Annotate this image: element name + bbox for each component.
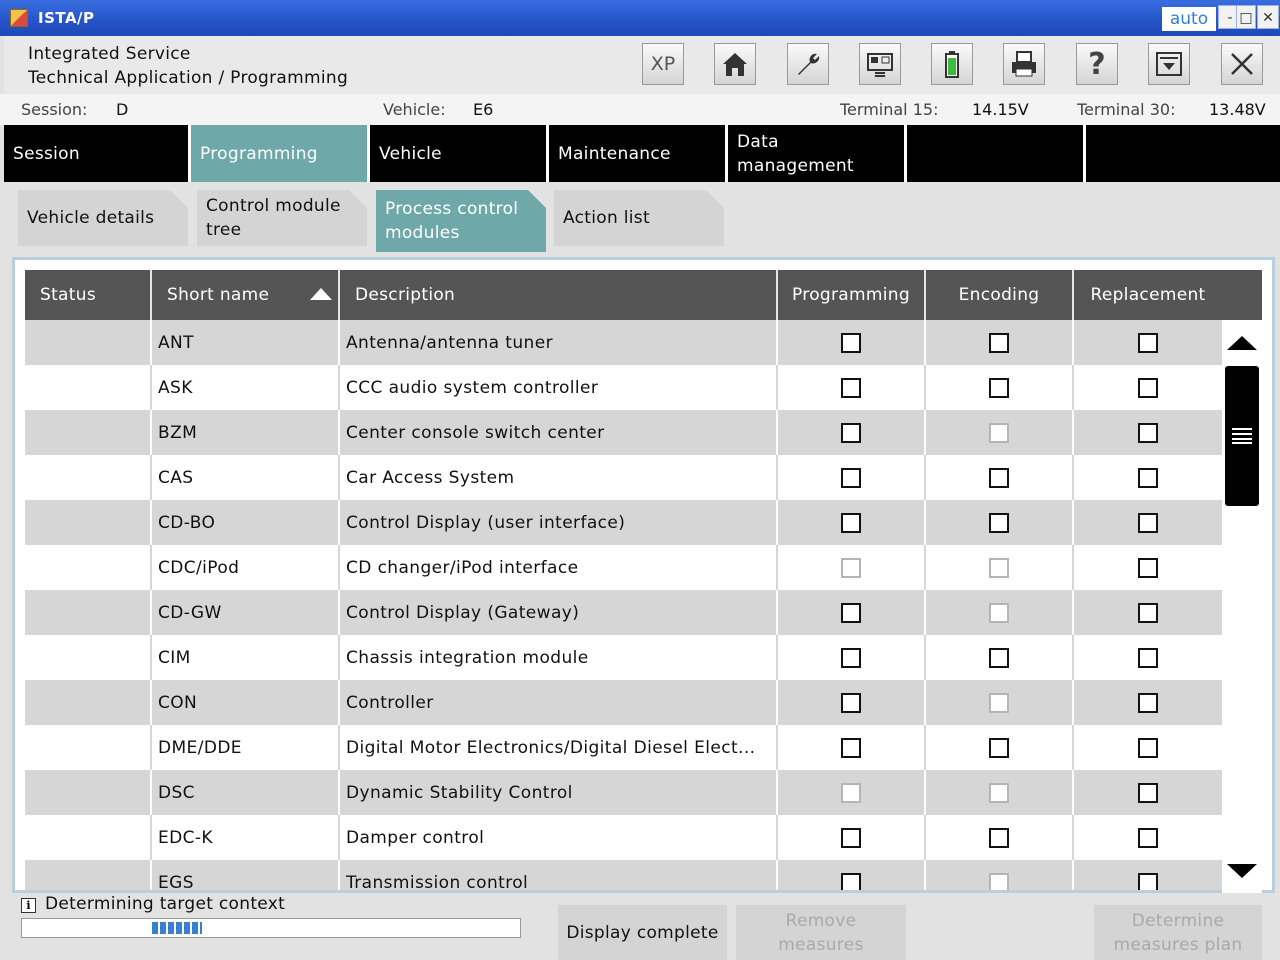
session-value: D	[116, 100, 129, 119]
cell-short-name: BZM	[152, 410, 340, 455]
cell-status	[25, 860, 152, 890]
subtab-action-list-label: Action list	[563, 208, 650, 228]
encoding-checkbox[interactable]	[989, 828, 1009, 848]
programming-checkbox[interactable]	[841, 828, 861, 848]
print-icon	[1009, 49, 1039, 79]
table-row[interactable]	[25, 545, 1222, 590]
cell-description: Chassis integration module	[340, 635, 778, 680]
cell-description: Car Access System	[340, 455, 778, 500]
progress-bar	[21, 918, 521, 938]
window-title: ISTA/P	[38, 9, 95, 27]
replacement-checkbox[interactable]	[1138, 693, 1158, 713]
replacement-checkbox[interactable]	[1138, 468, 1158, 488]
programming-checkbox	[841, 783, 861, 803]
cell-status	[25, 815, 152, 860]
cell-short-name: CD-BO	[152, 500, 340, 545]
arrow-up-icon	[1225, 334, 1259, 352]
encoding-checkbox	[989, 873, 1009, 891]
cell-status	[25, 500, 152, 545]
encoding-checkbox[interactable]	[989, 738, 1009, 758]
cell-description: Control Display (user interface)	[340, 500, 778, 545]
tab-empty-2	[1086, 125, 1280, 182]
close-window-button[interactable]: ✕	[1257, 5, 1279, 29]
xp-label: XP	[650, 53, 676, 75]
progress-fill	[152, 922, 202, 934]
encoding-checkbox-cell	[926, 635, 1074, 680]
tab-corner	[349, 190, 367, 208]
programming-checkbox-cell	[778, 725, 926, 770]
wrench-icon	[793, 49, 823, 79]
terminal30-label: Terminal 30:	[1077, 100, 1176, 119]
replacement-checkbox[interactable]	[1138, 513, 1158, 533]
programming-checkbox[interactable]	[841, 603, 861, 623]
tab-data-management-label: Data management	[737, 131, 854, 176]
programming-checkbox-cell	[778, 320, 926, 365]
cell-status	[25, 770, 152, 815]
subtab-process-control-modules[interactable]	[376, 190, 546, 252]
tab-session[interactable]: Session	[4, 125, 191, 182]
programming-checkbox	[841, 558, 861, 578]
encoding-checkbox-cell	[926, 320, 1074, 365]
encoding-checkbox[interactable]	[989, 648, 1009, 668]
programming-checkbox-cell	[778, 410, 926, 455]
arrow-down-icon	[1225, 862, 1259, 880]
programming-checkbox[interactable]	[841, 513, 861, 533]
download-button[interactable]	[1148, 43, 1190, 85]
cell-description: Antenna/antenna tuner	[340, 320, 778, 365]
encoding-checkbox-cell	[926, 410, 1074, 455]
cell-status	[25, 680, 152, 725]
table-row[interactable]	[25, 455, 1222, 500]
restore-button[interactable]: □	[1236, 5, 1256, 29]
tab-empty-1	[907, 125, 1086, 182]
replacement-checkbox-cell	[1074, 815, 1222, 860]
subtab-vehicle-details[interactable]	[18, 190, 188, 246]
replacement-checkbox[interactable]	[1138, 738, 1158, 758]
xp-button[interactable]	[642, 43, 684, 85]
cell-status	[25, 545, 152, 590]
encoding-checkbox[interactable]	[989, 513, 1009, 533]
encoding-checkbox[interactable]	[989, 378, 1009, 398]
vehicle-label: Vehicle:	[383, 100, 446, 119]
replacement-checkbox-cell	[1074, 860, 1222, 890]
tab-corner	[170, 190, 188, 208]
programming-checkbox[interactable]	[841, 738, 861, 758]
encoding-checkbox[interactable]	[989, 468, 1009, 488]
tab-vehicle[interactable]: Vehicle	[370, 125, 549, 182]
table-row[interactable]	[25, 410, 1222, 455]
replacement-checkbox[interactable]	[1138, 558, 1158, 578]
remove-measures-label: Remove measures	[778, 910, 864, 955]
subtab-control-module-tree[interactable]	[197, 190, 367, 246]
replacement-checkbox[interactable]	[1138, 423, 1158, 443]
encoding-checkbox-cell	[926, 455, 1074, 500]
subtab-action-list[interactable]	[554, 190, 724, 246]
tab-corner	[528, 190, 546, 208]
table-row[interactable]	[25, 725, 1222, 770]
programming-checkbox[interactable]	[841, 693, 861, 713]
determine-measures-plan-label: Determine measures plan	[1113, 910, 1243, 955]
battery-button[interactable]	[931, 43, 973, 85]
table-row[interactable]	[25, 500, 1222, 545]
display-complete-button[interactable]: Display complete	[558, 905, 727, 960]
determine-measures-plan-button[interactable]	[1094, 905, 1262, 960]
cell-short-name: ANT	[152, 320, 340, 365]
cell-short-name: CON	[152, 680, 340, 725]
encoding-checkbox-cell	[926, 500, 1074, 545]
replacement-checkbox[interactable]	[1138, 333, 1158, 353]
cell-short-name: CIM	[152, 635, 340, 680]
tab-corner	[706, 190, 724, 208]
cell-status	[25, 725, 152, 770]
cell-short-name: EGS	[152, 860, 340, 890]
col-header-programming[interactable]: Programming	[778, 270, 926, 320]
scrollbar-header	[1222, 270, 1262, 320]
close-icon	[1227, 49, 1257, 79]
tab-programming[interactable]: Programming	[191, 125, 370, 182]
subtab-control-module-tree-label: Control module tree	[206, 196, 341, 240]
encoding-checkbox-cell	[926, 545, 1074, 590]
replacement-checkbox-cell	[1074, 545, 1222, 590]
replacement-checkbox[interactable]	[1138, 783, 1158, 803]
encoding-checkbox[interactable]	[989, 333, 1009, 353]
cell-short-name: DSC	[152, 770, 340, 815]
scroll-up-button[interactable]	[1222, 322, 1262, 364]
cell-description: Controller	[340, 680, 778, 725]
programming-checkbox[interactable]	[841, 333, 861, 353]
cell-status	[25, 320, 152, 365]
remove-measures-button[interactable]	[736, 905, 906, 960]
terminal15-label: Terminal 15:	[840, 100, 939, 119]
control-modules-table-frame	[12, 257, 1275, 893]
programming-checkbox[interactable]	[841, 378, 861, 398]
programming-checkbox-cell	[778, 545, 926, 590]
cell-description: CD changer/iPod interface	[340, 545, 778, 590]
table-scrollbar[interactable]	[1222, 320, 1262, 893]
table-header	[25, 270, 1222, 320]
programming-checkbox-cell	[778, 500, 926, 545]
cell-description: Damper control	[340, 815, 778, 860]
table-row[interactable]	[25, 860, 1222, 890]
replacement-checkbox-cell	[1074, 320, 1222, 365]
terminal30-value: 13.48V	[1209, 100, 1266, 119]
table-row[interactable]	[25, 320, 1222, 365]
table-row[interactable]	[25, 815, 1222, 860]
app-icon	[10, 9, 28, 27]
cell-description: Digital Motor Electronics/Digital Diesel Elect...	[340, 725, 778, 770]
download-icon	[1154, 49, 1184, 79]
home-button[interactable]	[714, 43, 756, 85]
cell-description: Dynamic Stability Control	[340, 770, 778, 815]
cell-short-name: EDC-K	[152, 815, 340, 860]
subtab-vehicle-details-label: Vehicle details	[27, 208, 155, 228]
tab-data-management[interactable]	[728, 125, 907, 182]
tools-button[interactable]	[787, 43, 829, 85]
replacement-checkbox[interactable]	[1138, 648, 1158, 668]
table-row[interactable]	[25, 635, 1222, 680]
programming-checkbox-cell	[778, 815, 926, 860]
replacement-checkbox-cell	[1074, 365, 1222, 410]
replacement-checkbox[interactable]	[1138, 828, 1158, 848]
programming-checkbox-cell	[778, 455, 926, 500]
programming-checkbox-cell	[778, 635, 926, 680]
col-header-replacement[interactable]: Replacement	[1090, 285, 1206, 305]
col-header-encoding[interactable]: Encoding	[926, 270, 1074, 320]
cell-description: Transmission control	[340, 860, 778, 890]
help-button[interactable]	[1076, 43, 1118, 85]
main-tabs	[4, 125, 1280, 182]
encoding-checkbox-cell	[926, 860, 1074, 890]
programming-checkbox-cell	[778, 365, 926, 410]
cell-status	[25, 590, 152, 635]
battery-icon	[937, 49, 967, 79]
replacement-checkbox-cell	[1074, 680, 1222, 725]
info-icon: i	[21, 898, 36, 913]
cell-status	[25, 365, 152, 410]
exchange-icon	[865, 49, 895, 79]
replacement-checkbox-cell	[1074, 455, 1222, 500]
cell-short-name: CAS	[152, 455, 340, 500]
app-name-line1: Integrated Service	[28, 44, 191, 64]
replacement-checkbox[interactable]	[1138, 378, 1158, 398]
col-header-short-name-label: Short name	[167, 285, 270, 305]
encoding-checkbox	[989, 693, 1009, 713]
cell-description: Control Display (Gateway)	[340, 590, 778, 635]
app-name-line2: Technical Application / Programming	[28, 68, 349, 88]
programming-checkbox-cell	[778, 770, 926, 815]
programming-checkbox-cell	[778, 680, 926, 725]
table-row[interactable]	[25, 590, 1222, 635]
encoding-checkbox	[989, 783, 1009, 803]
status-text: Determining target context	[45, 894, 286, 914]
replacement-checkbox-cell	[1074, 500, 1222, 545]
col-header-description[interactable]: Description	[340, 270, 778, 320]
cell-description: Center console switch center	[340, 410, 778, 455]
table-row[interactable]	[25, 770, 1222, 815]
encoding-checkbox-cell	[926, 725, 1074, 770]
cell-status	[25, 410, 152, 455]
app-header	[4, 36, 1280, 94]
encoding-checkbox	[989, 423, 1009, 443]
app-name	[28, 42, 348, 90]
subtab-process-control-modules-label: Process control modules	[385, 199, 519, 243]
encoding-checkbox-cell	[926, 815, 1074, 860]
programming-checkbox[interactable]	[841, 873, 861, 891]
encoding-checkbox	[989, 558, 1009, 578]
programming-checkbox[interactable]	[841, 648, 861, 668]
replacement-checkbox[interactable]	[1138, 603, 1158, 623]
cell-short-name: CDC/iPod	[152, 545, 340, 590]
replacement-checkbox-cell	[1074, 635, 1222, 680]
tab-maintenance[interactable]: Maintenance	[549, 125, 728, 182]
encoding-checkbox-cell	[926, 770, 1074, 815]
replacement-checkbox-cell	[1074, 770, 1222, 815]
replacement-checkbox-cell	[1074, 410, 1222, 455]
sort-ascending-icon	[310, 288, 332, 300]
programming-checkbox-cell	[778, 860, 926, 890]
session-label: Session:	[21, 100, 88, 119]
encoding-checkbox	[989, 603, 1009, 623]
home-icon	[720, 49, 750, 79]
table-row[interactable]	[25, 680, 1222, 725]
programming-checkbox[interactable]	[841, 468, 861, 488]
replacement-checkbox-cell	[1074, 725, 1222, 770]
col-header-status[interactable]: Status	[25, 270, 152, 320]
cell-short-name: ASK	[152, 365, 340, 410]
exchange-button[interactable]	[859, 43, 901, 85]
table-body	[25, 320, 1222, 890]
cell-description: CCC audio system controller	[340, 365, 778, 410]
encoding-checkbox-cell	[926, 680, 1074, 725]
replacement-checkbox-cell	[1074, 590, 1222, 635]
vehicle-value: E6	[473, 100, 494, 119]
programming-checkbox[interactable]	[841, 423, 861, 443]
cell-status	[25, 635, 152, 680]
table-row[interactable]	[25, 365, 1222, 410]
programming-checkbox-cell	[778, 590, 926, 635]
cell-status	[25, 455, 152, 500]
col-header-short-name[interactable]	[152, 270, 340, 320]
replacement-checkbox[interactable]	[1138, 873, 1158, 891]
auto-indicator: auto	[1162, 7, 1216, 31]
exit-button[interactable]	[1221, 43, 1263, 85]
minimize-button[interactable]: -	[1218, 5, 1242, 29]
cell-short-name: DME/DDE	[152, 725, 340, 770]
scroll-thumb[interactable]	[1225, 366, 1259, 506]
terminal15-value: 14.15V	[972, 100, 1029, 119]
print-button[interactable]	[1003, 43, 1045, 85]
info-line	[0, 94, 1280, 125]
encoding-checkbox-cell	[926, 590, 1074, 635]
cell-short-name: CD-GW	[152, 590, 340, 635]
help-icon: ?	[1088, 46, 1106, 82]
title-bar	[0, 0, 1280, 36]
scroll-down-button[interactable]	[1222, 850, 1262, 892]
grip-icon	[1232, 427, 1252, 445]
encoding-checkbox-cell	[926, 365, 1074, 410]
